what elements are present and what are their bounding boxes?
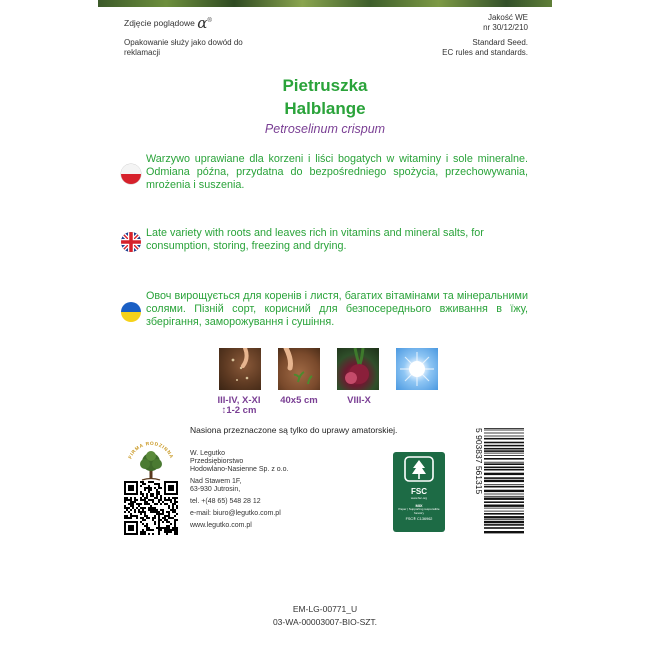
spacing-label: 40x5 cm [280,395,318,406]
sun-icon [396,348,438,390]
harvest-label: VIII-X [347,395,371,406]
standard-note: Standard Seed. EC rules and standards. [442,38,528,57]
description-pl: Warzywo uprawiane dla korzeni i liści bogatych w witaminy i sole mineralne. Odmiana późna, przydatna do bezpośredniego spożycia, przechowywania, mrożenia i suszenia. [146,153,528,191]
qr-code [124,481,178,535]
package-note: Opakowanie służy jako dowód do reklamacji [124,38,243,57]
seed-packet-back [98,0,552,650]
product-name: Pietruszka [282,76,368,95]
product-code: EM-LG-00771_U [292,604,358,614]
company-address: W. Legutko Przedsiębiorstwo Hodowlano-Nasienne Sp. z o.o. Nad Stawem 1F, 63-930 Jutrosin, tel. +(48 65) 548 28 12 e-mail: biuro@legutko.com.pl www.legutko.com.pl [190,450,289,529]
description-en: Late variety with roots and leaves rich in vitamins and mineral salts, for consumption, storing, freezing and drying. [146,227,484,252]
product-photo-strip [98,0,552,7]
quality-info: Jakość WE nr 30/12/210 [483,13,528,32]
latin-name: Petroselinum crispum [264,122,386,136]
amateur-note: Nasiona przeznaczone są tylko do uprawy amatorskiej. [190,425,398,435]
batch-code: 03-WA-00003007-BIO-SZT. [272,617,378,627]
fsc-tree-icon [404,456,434,482]
fsc-logo: FSC www.fsc.org MIX Paper | Supporting responsible forestry FSC® C136962 [393,452,445,532]
email: e-mail: biuro@legutko.com.pl [190,510,281,517]
poland-flag-icon [121,164,141,184]
uk-flag-icon [121,232,141,252]
website: www.legutko.com.pl [190,522,252,529]
family-company-emblem [122,436,180,484]
sowing-photo [219,348,261,390]
seedlings-photo [278,348,320,390]
ukraine-flag-icon [121,302,141,322]
variety-name: Halblange [284,99,366,118]
barcode [470,424,526,536]
description-ua: Овоч вирощується для коренів і листя, багатих вітамінами та мінеральними солями. Пізній сорт, корисний для безпосереднього вживання в їжу, зберігання, заморожування і сушіння. [146,290,528,328]
barcode-digits: 5 903837 561315 [474,428,484,495]
photo-note: Zdjęcie poglądowe α® [124,14,212,32]
phone: tel. +(48 65) 548 28 12 [190,498,261,505]
emblem-text: FIRMA RODZINNA [128,441,174,460]
sowing-time-label: III-IV, X-XI ↕1-2 cm [217,395,261,416]
brand-alpha-logo: α® [197,14,212,32]
harvest-photo [337,348,379,390]
